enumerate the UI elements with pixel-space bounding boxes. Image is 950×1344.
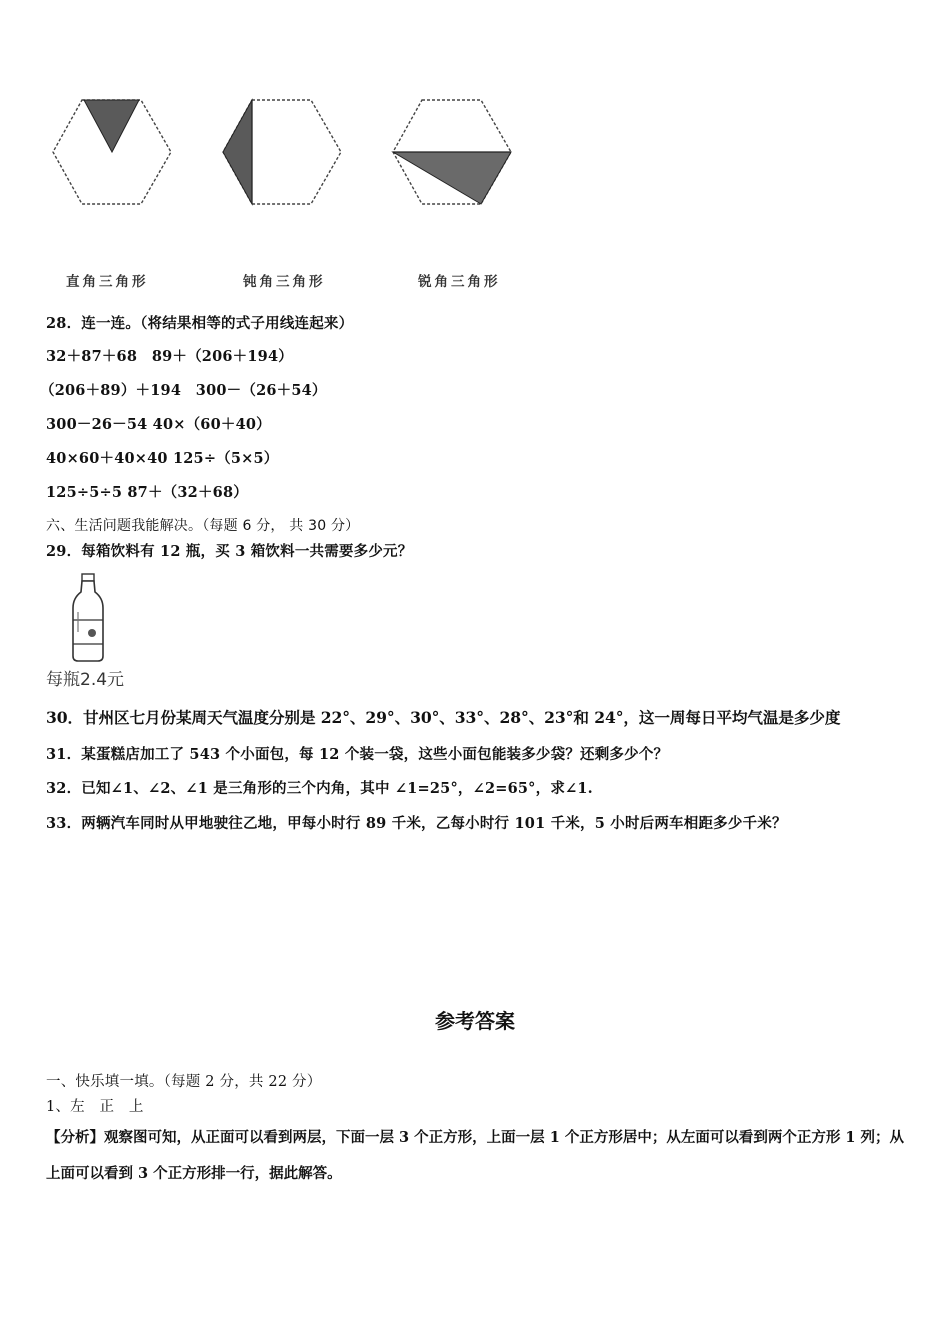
q28-row-4: 40×60＋40×40 125÷（5×5）: [46, 450, 279, 467]
figure-label-acute: 锐角三角形: [418, 274, 501, 290]
q32-text: 32．已知∠1、∠2、∠1 是三角形的三个内角，其中 ∠1=25°，∠2=65°，求∠1.: [46, 780, 593, 797]
figure-label-right: 直角三角形: [66, 274, 149, 290]
answer-1-analysis: 【分析】观察图可知，从正面可以看到两层，下面一层 3 个正方形，上面一层 1 个正方形居中；从左面可以看到两个正方形 1 列；从上面可以看到 3 个正方形排一行，据此解答。: [46, 1129, 905, 1182]
q30-text: 30．甘州区七月份某周天气温度分别是 22°、29°、30°、33°、28°、23°和 24°，这一周每日平均气温是多少度: [46, 708, 841, 727]
q28-row-1: 32＋87＋68 89＋（206＋194）: [46, 348, 293, 365]
q28-row-5: 125÷5÷5 87＋（32＋68）: [46, 484, 248, 501]
answer-1: 1、左 正 上: [46, 1099, 144, 1115]
bottle-icon: [66, 572, 110, 664]
shaded-obtuse-triangle: [223, 100, 252, 204]
q28-title: 28．连一连。（将结果相等的式子用线连起来）: [46, 315, 354, 332]
answers-section1: 一、快乐填一填。（每题 2 分，共 22 分）: [46, 1074, 322, 1090]
shaded-right-triangle: [84, 100, 139, 152]
q28-row-2: （206＋89）＋194 300－（26＋54）: [40, 382, 327, 399]
answers-title: 参考答案: [435, 1009, 515, 1033]
q31-text: 31．某蛋糕店加工了 543 个小面包，每 12 个装一袋，这些小面包能装多少袋？还剩多少个？: [46, 746, 669, 763]
price-label: 每瓶2.4元: [46, 670, 125, 690]
q29-text: 29．每箱饮料有 12 瓶，买 3 箱饮料一共需要多少元？: [46, 543, 413, 560]
q28-row-3: 300－26－54 40×（60＋40）: [46, 416, 271, 433]
hexagon-figures: [46, 92, 526, 217]
q33-text: 33．两辆汽车同时从甲地驶往乙地，甲每小时行 89 千米，乙每小时行 101 千米，5 小时后两车相距多少千米？: [46, 815, 787, 832]
section6-title: 六、生活问题我能解决。（每题 6 分， 共 30 分）: [46, 518, 360, 534]
figure-label-obtuse: 钝角三角形: [243, 274, 326, 290]
shaded-acute-triangle: [393, 152, 511, 204]
